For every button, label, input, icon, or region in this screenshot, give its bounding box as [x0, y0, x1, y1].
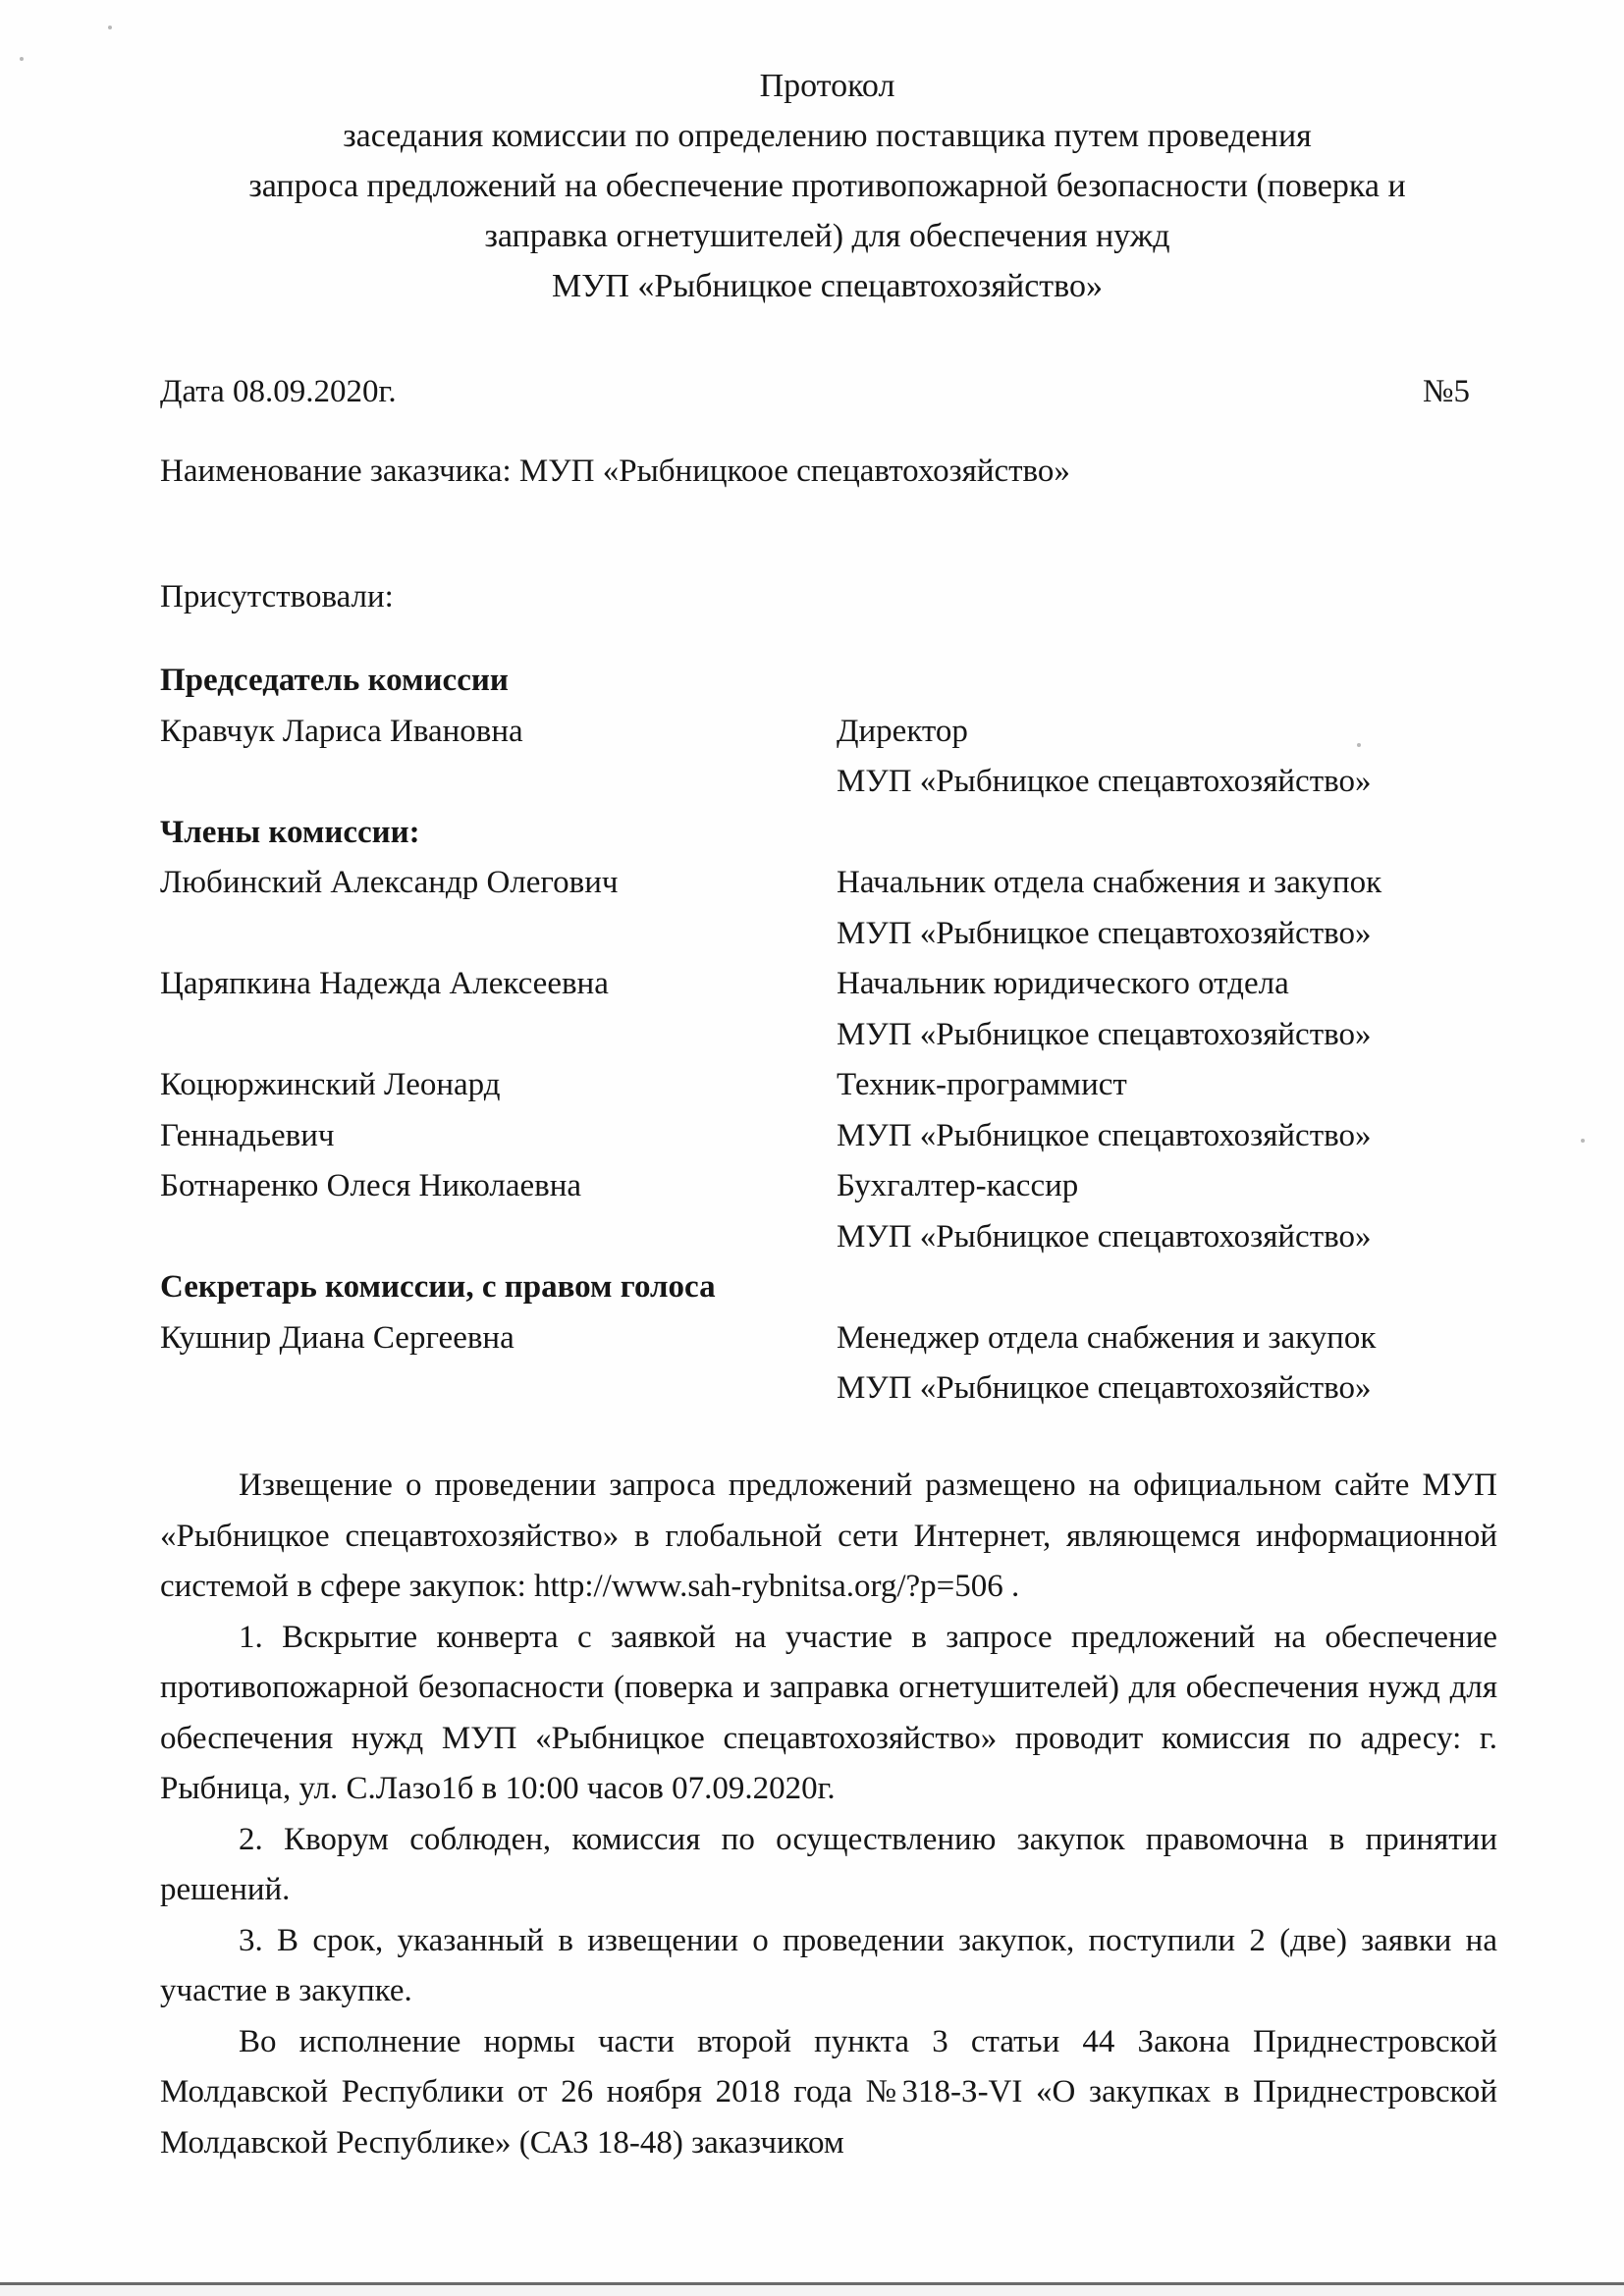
commission-list — [160, 656, 1497, 1415]
members-heading: Члены комиссии: — [160, 814, 420, 850]
protocol-date: Дата 08.09.2020г. — [160, 374, 397, 409]
document-title: Протокол — [759, 68, 895, 104]
member-entry — [160, 1060, 1497, 1161]
member-entry — [160, 1161, 1497, 1262]
member-position: Менеджер отдела снабжения и закупок — [837, 1319, 1377, 1356]
secretary-heading: Секретарь комиссии, с правом голоса — [160, 1269, 716, 1305]
member-name-continued: Геннадьевич — [160, 1117, 335, 1153]
member-name: Царяпкина Надежда Алексеевна — [160, 966, 609, 1001]
document-header — [157, 61, 1497, 311]
member-name: Коцюржинский Леонард — [160, 1067, 501, 1102]
member-name: Ботнаренко Олеся Николаевна — [160, 1168, 582, 1203]
member-name: Кушнир Диана Сергеевна — [160, 1319, 514, 1356]
protocol-body — [160, 1461, 1497, 2168]
member-position: Директор — [837, 713, 968, 749]
law-paragraph: Во исполнение нормы части второй пункта 3 статьи 44 Закона Приднестровской Молдавской Республики от 26 ноября 2018 года №318-З-VI «О закупках в Приднестровской Молдавской Республике» (САЗ 18-48) заказчиком — [160, 2023, 1497, 2161]
member-position: Начальник отдела снабжения и закупок — [837, 865, 1382, 900]
member-organization: МУП «Рыбницкое спецавтохозяйство» — [837, 1218, 1372, 1255]
member-organization: МУП «Рыбницкое спецавтохозяйство» — [837, 1370, 1372, 1406]
subtitle-line: запроса предложений на обеспечение противопожарной безопасности (поверка и — [248, 168, 1406, 204]
customer-name: Наименование заказчика: МУП «Рыбницкоое спецавтохозяйство» — [160, 454, 1070, 489]
member-entry — [160, 959, 1497, 1060]
present-label: Присутствовали: — [160, 579, 394, 614]
member-name: Кравчук Лариса Ивановна — [160, 713, 523, 749]
member-organization: МУП «Рыбницкое спецавтохозяйство» — [837, 1016, 1372, 1052]
subtitle-line: МУП «Рыбницкое спецавтохозяйство» — [552, 268, 1103, 304]
member-entry — [160, 1313, 1497, 1415]
member-organization: МУП «Рыбницкое спецавтохозяйство» — [837, 764, 1372, 799]
scan-speck — [20, 57, 24, 61]
member-entry — [160, 858, 1497, 959]
chair-heading: Председатель комиссии — [160, 663, 509, 698]
scan-speck — [108, 26, 112, 29]
member-position: Техник-программист — [837, 1067, 1127, 1102]
protocol-number: №5 — [1423, 374, 1470, 409]
scan-bottom-strip — [0, 2285, 1624, 2296]
item-3-paragraph: 3. В срок, указанный в извещении о проведении закупок, поступили 2 (две) заявки на участие в закупке. — [160, 1922, 1497, 2008]
item-1-paragraph: 1. Вскрытие конверта с заявкой на участие в запросе предложений на обеспечение противопожарной безопасности (поверка и заправка огнетушителей) для обеспечения нужд для обеспечения нужд МУП «Рыбницкое спецавтохозяйство» проводит комиссия по адресу: г. Рыбница, ул. С.Лазо1б в 10:00 часов 07.09.2020г. — [160, 1619, 1497, 1806]
date-number-row — [160, 367, 1497, 417]
member-organization: МУП «Рыбницкое спецавтохозяйство» — [837, 1117, 1372, 1153]
member-position: Начальник юридического отдела — [837, 966, 1289, 1001]
scan-speck — [1581, 1139, 1585, 1143]
item-2-paragraph: 2. Кворум соблюден, комиссия по осуществлению закупок правомочна в принятии решений. — [160, 1821, 1497, 1907]
member-name: Любинский Александр Олегович — [160, 865, 619, 900]
scan-speck — [1357, 743, 1361, 747]
member-position: Бухгалтер-кассир — [837, 1168, 1079, 1203]
subtitle-line: заседания комиссии по определению поставщика путем проведения — [343, 118, 1312, 154]
member-organization: МУП «Рыбницкое спецавтохозяйство» — [837, 915, 1372, 951]
member-entry — [160, 707, 1497, 808]
notice-paragraph: Извещение о проведении запроса предложений размещено на официальном сайте МУП «Рыбницкое спецавтохозяйство» в глобальной сети Интернет, являющемся информационной системой в сфере закупок: http://www.sah-rybnitsa.org/?p=506 . — [160, 1468, 1497, 1604]
subtitle-line: заправка огнетушителей) для обеспечения нужд — [484, 218, 1170, 254]
